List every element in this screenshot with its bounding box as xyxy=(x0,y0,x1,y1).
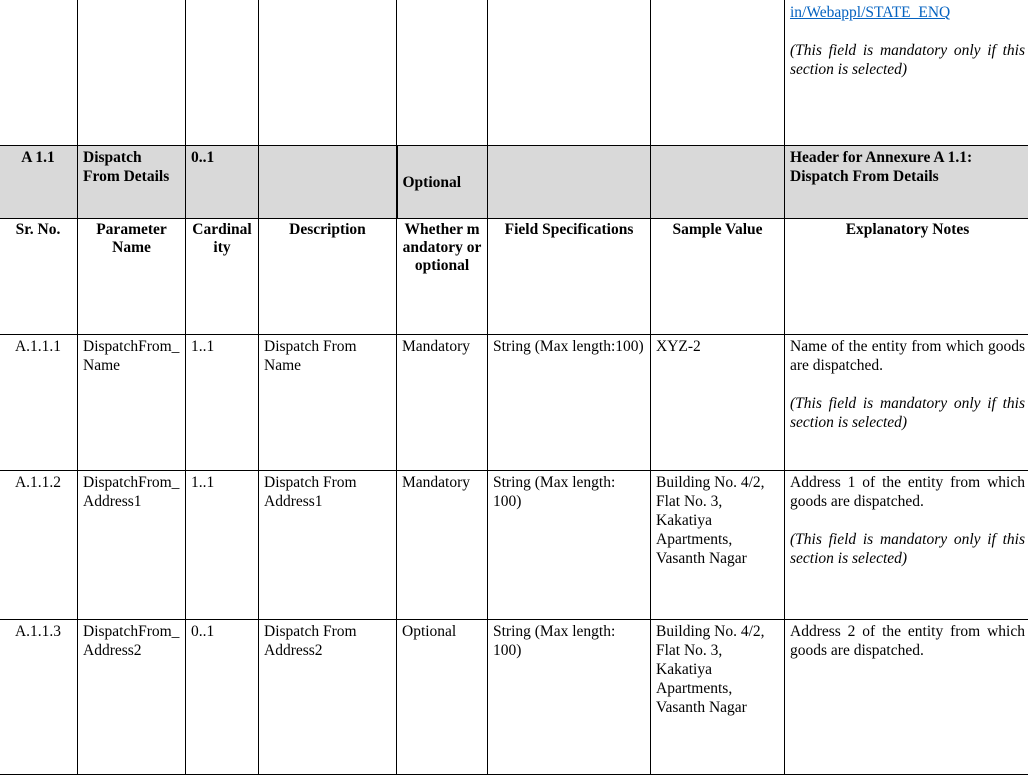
row-mandatory: Mandatory xyxy=(397,335,488,471)
section-sr-no: A 1.1 xyxy=(0,146,78,219)
row-mandatory: Mandatory xyxy=(397,471,488,620)
section-header-note: Header for Annexure A 1.1: Dispatch From Details xyxy=(785,146,1028,219)
col-header-field-specifications: Field Specifications xyxy=(488,219,651,335)
row-cardinality: 1..1 xyxy=(186,471,259,620)
table-row xyxy=(0,335,1028,471)
section-requirement: Optional xyxy=(397,146,488,219)
col-header-description: Description xyxy=(259,219,397,335)
continuation-notes-cell xyxy=(785,0,1028,146)
table-row xyxy=(0,471,1028,620)
row-note-mandatory: (This field is mandatory only if this section is selected) xyxy=(790,530,1025,568)
col-header-parameter-name: Parameter Name xyxy=(78,219,186,335)
col-header-sample-value: Sample Value xyxy=(651,219,785,335)
col-header-explanatory-notes: Explanatory Notes xyxy=(785,219,1028,335)
continuation-row xyxy=(0,0,1028,146)
col-header-sr-no: Sr. No. xyxy=(0,219,78,335)
row-parameter-name: DispatchFrom_Address1 xyxy=(78,471,186,620)
row-sample-value: XYZ-2 xyxy=(651,335,785,471)
row-cardinality: 1..1 xyxy=(186,335,259,471)
row-field-spec: String (Max length: 100) xyxy=(488,471,651,620)
row-parameter-name: DispatchFrom_Name xyxy=(78,335,186,471)
row-note-text: Address 1 of the entity from which goods are dispatched. xyxy=(790,473,1025,511)
row-explanatory-notes xyxy=(785,471,1028,620)
col-header-cardinality: Cardinality xyxy=(186,219,259,335)
row-sr-no: A.1.1.3 xyxy=(0,620,78,775)
row-field-spec: String (Max length: 100) xyxy=(488,620,651,775)
row-note-mandatory: (This field is mandatory only if this section is selected) xyxy=(790,394,1025,432)
row-description: Dispatch From Name xyxy=(259,335,397,471)
row-mandatory: Optional xyxy=(397,620,488,775)
row-note-text: Name of the entity from which goods are dispatched. xyxy=(790,337,1025,375)
section-header-row xyxy=(0,146,1028,219)
row-explanatory-notes xyxy=(785,620,1028,775)
col-header-mandatory: Whether mandatory or optional xyxy=(397,219,488,335)
row-description: Dispatch From Address1 xyxy=(259,471,397,620)
row-parameter-name: DispatchFrom_Address2 xyxy=(78,620,186,775)
state-enq-link[interactable]: in/Webappl/STATE_ENQ xyxy=(790,4,950,21)
row-sr-no: A.1.1.2 xyxy=(0,471,78,620)
row-note-text: Address 2 of the entity from which goods are dispatched. xyxy=(790,622,1025,660)
row-explanatory-notes xyxy=(785,335,1028,471)
section-cardinality: 0..1 xyxy=(186,146,259,219)
mandatory-note: (This field is mandatory only if this section is selected) xyxy=(790,41,1025,79)
column-header-row xyxy=(0,219,1028,335)
row-description: Dispatch From Address2 xyxy=(259,620,397,775)
row-cardinality: 0..1 xyxy=(186,620,259,775)
row-sr-no: A.1.1.1 xyxy=(0,335,78,471)
row-field-spec: String (Max length:100) xyxy=(488,335,651,471)
row-sample-value: Building No. 4/2, Flat No. 3, Kakatiya Apartments, Vasanth Nagar xyxy=(651,620,785,775)
section-name: Dispatch From Details xyxy=(78,146,186,219)
table-row xyxy=(0,620,1028,775)
row-sample-value: Building No. 4/2, Flat No. 3, Kakatiya Apartments, Vasanth Nagar xyxy=(651,471,785,620)
